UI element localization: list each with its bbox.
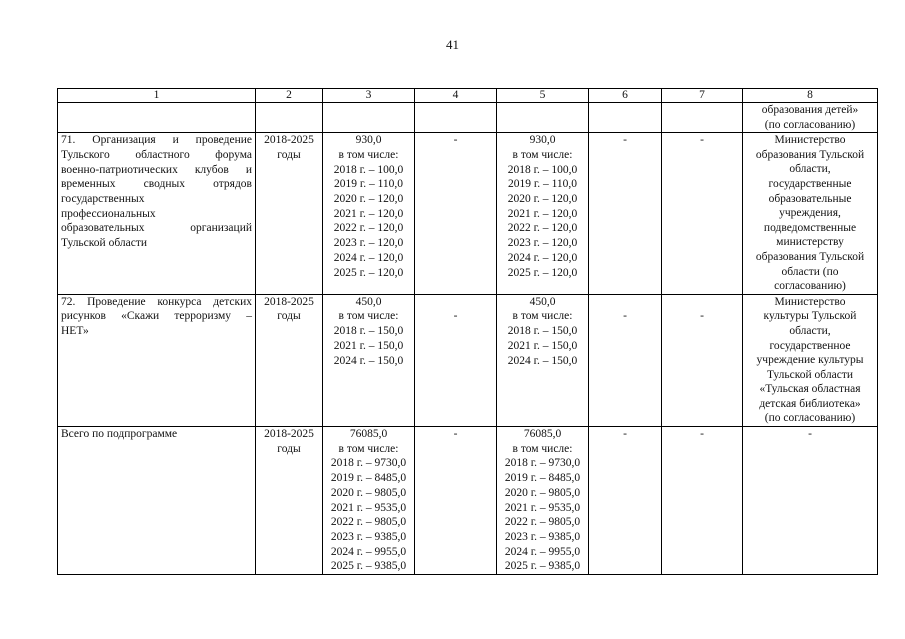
year-amount: 2019 г. – 8485,0 — [330, 472, 407, 485]
activity-name-line: 72. Проведение конкурса детских — [61, 295, 252, 308]
period-years: 2018-2025 — [264, 134, 314, 147]
dash: - — [623, 309, 627, 322]
table-row — [58, 294, 878, 426]
year-amount: 2018 г. – 100,0 — [507, 163, 578, 176]
year-amount: 2019 г. – 110,0 — [333, 178, 404, 191]
regional-amount-cell — [497, 294, 589, 426]
page-number: 41 — [446, 37, 459, 52]
activity-name-line: Тульского областного форума — [61, 148, 252, 161]
col6-cell — [589, 294, 662, 426]
continuation-row — [58, 103, 878, 133]
empty-cell — [589, 103, 662, 133]
in-total-label: в том числе: — [338, 148, 399, 161]
total-label: Всего по подпрограмме — [61, 428, 178, 441]
year-amount: 2025 г. – 9385,0 — [504, 560, 581, 573]
period-unit: годы — [277, 310, 301, 323]
year-amount: 2021 г. – 150,0 — [333, 339, 404, 352]
year-amount: 2020 г. – 9805,0 — [504, 486, 581, 499]
period-cell — [256, 133, 323, 295]
col6-cell: - — [589, 133, 662, 295]
period-years: 2018-2025 — [264, 295, 314, 308]
total-amount-cell — [323, 427, 415, 575]
year-amount: 2024 г. – 9955,0 — [504, 545, 581, 558]
activity-name-line: государственных — [61, 193, 145, 205]
column-number: 6 — [589, 89, 662, 103]
empty-cell — [662, 103, 743, 133]
table-row — [58, 133, 878, 295]
empty-cell — [256, 103, 323, 133]
year-amount: 2025 г. – 120,0 — [507, 266, 578, 279]
col7-cell: - — [662, 133, 743, 295]
year-amount: 2022 г. – 120,0 — [333, 222, 404, 235]
in-total-label: в том числе: — [338, 310, 399, 323]
year-amount: 2024 г. – 150,0 — [333, 354, 404, 367]
executor-line: - — [808, 428, 812, 441]
year-amount: 2024 г. – 120,0 — [333, 251, 404, 264]
period-unit: годы — [277, 442, 301, 455]
year-amount: 2021 г. – 120,0 — [333, 207, 404, 220]
executor-line: Министерство — [774, 134, 846, 147]
year-amount: 2022 г. – 120,0 — [507, 222, 578, 235]
activity-name-line: временных сводных отрядов — [61, 178, 252, 191]
period-cell — [256, 294, 323, 426]
year-amount: 2018 г. – 150,0 — [507, 325, 578, 338]
dash: - — [453, 309, 458, 322]
executor-line: образования детей» — [761, 104, 859, 116]
executor-line: подведомственные — [763, 221, 857, 234]
regional-amount: 76085,0 — [523, 428, 562, 441]
year-amount: 2020 г. – 9805,0 — [330, 486, 407, 499]
executor-line: области (по — [781, 265, 839, 278]
regional-amount-cell — [497, 133, 589, 295]
year-amount: 2023 г. – 120,0 — [507, 237, 578, 250]
column-number: 2 — [256, 89, 323, 103]
empty-cell — [497, 103, 589, 133]
executor-line: учреждения, — [779, 207, 841, 220]
year-amount: 2022 г. – 9805,0 — [504, 516, 581, 529]
year-amount: 2024 г. – 150,0 — [507, 354, 578, 367]
empty-cell — [58, 103, 256, 133]
column-number: 5 — [497, 89, 589, 103]
period-unit: годы — [277, 148, 301, 161]
column-number: 7 — [662, 89, 743, 103]
executor-line: области, — [789, 324, 831, 337]
column-number: 3 — [323, 89, 415, 103]
regional-amount: 450,0 — [529, 295, 556, 308]
executor-line: (по согласованию) — [764, 118, 856, 131]
in-total-label: в том числе: — [512, 148, 573, 161]
executor-line: государственное — [769, 339, 851, 352]
year-amount: 2023 г. – 9385,0 — [330, 530, 407, 543]
executor-line: министерству — [776, 236, 844, 249]
total-amount-cell — [323, 294, 415, 426]
activity-name-line: 71. Организация и проведение — [61, 134, 252, 147]
year-amount: 2022 г. – 9805,0 — [330, 516, 407, 529]
executor-line: учреждение культуры — [756, 354, 864, 367]
activity-name-line: образовательных организаций — [61, 222, 252, 235]
year-amount: 2021 г. – 120,0 — [507, 207, 578, 220]
executor-cell — [743, 103, 878, 133]
year-amount: 2018 г. – 150,0 — [333, 325, 404, 338]
in-total-label: в том числе: — [512, 442, 573, 455]
period-years: 2018-2025 — [264, 428, 314, 441]
col6-cell: - — [589, 427, 662, 575]
executor-line: образования Тульской — [755, 148, 865, 161]
total-amount: 450,0 — [355, 295, 382, 308]
executor-line: «Тульская областная — [759, 383, 861, 396]
activity-name-line: профессиональных — [61, 207, 156, 220]
year-amount: 2018 г. – 100,0 — [333, 163, 404, 176]
total-amount: 76085,0 — [349, 428, 388, 441]
executor-cell — [743, 294, 878, 426]
dash: - — [700, 309, 704, 322]
column-number: 1 — [58, 89, 256, 103]
year-amount: 2024 г. – 120,0 — [507, 251, 578, 264]
column-number: 8 — [743, 89, 878, 103]
regional-amount-cell — [497, 427, 589, 575]
year-amount: 2021 г. – 150,0 — [507, 339, 578, 352]
year-amount: 2021 г. – 9535,0 — [504, 501, 581, 514]
executor-line: области, — [789, 163, 831, 176]
col4-cell: - — [415, 133, 497, 295]
executor-cell — [743, 133, 878, 295]
executor-line: образования Тульской — [755, 250, 865, 263]
col4-cell — [415, 294, 497, 426]
regional-amount: 930,0 — [529, 134, 556, 147]
executor-line: образовательные — [768, 192, 852, 205]
empty-cell — [415, 103, 497, 133]
in-total-label: в том числе: — [338, 442, 399, 455]
col7-cell — [662, 294, 743, 426]
executor-line: Тульской области — [766, 368, 853, 381]
year-amount: 2025 г. – 120,0 — [333, 266, 404, 279]
executor-line: государственные — [768, 177, 852, 190]
executor-line: Министерство — [774, 295, 846, 308]
col7-cell: - — [662, 427, 743, 575]
year-amount: 2018 г. – 9730,0 — [330, 457, 407, 470]
year-amount: 2019 г. – 110,0 — [507, 178, 578, 191]
activity-name-line: военно-патриотических клубов и — [61, 163, 252, 176]
year-amount: 2020 г. – 120,0 — [333, 193, 404, 205]
executor-line: культуры Тульской — [763, 310, 857, 323]
year-amount: 2020 г. – 120,0 — [507, 193, 578, 205]
program-table — [57, 88, 878, 575]
executor-line: согласованию) — [774, 280, 846, 293]
col4-cell: - — [415, 427, 497, 575]
total-amount: 930,0 — [355, 134, 382, 147]
activity-name-cell — [58, 294, 256, 426]
activity-name-line: рисунков «Скажи терроризму – — [61, 310, 252, 323]
executor-cell — [743, 427, 878, 575]
total-amount-cell — [323, 133, 415, 295]
year-amount: 2021 г. – 9535,0 — [330, 501, 407, 514]
year-amount: 2018 г. – 9730,0 — [504, 457, 581, 470]
column-number-row — [58, 89, 878, 103]
empty-cell — [323, 103, 415, 133]
period-cell — [256, 427, 323, 575]
activity-name-line: Тульской области — [61, 237, 148, 250]
executor-line: (по согласованию) — [764, 412, 856, 425]
year-amount: 2023 г. – 9385,0 — [504, 530, 581, 543]
activity-name-line: НЕТ» — [61, 325, 89, 338]
year-amount: 2023 г. – 120,0 — [333, 237, 404, 250]
in-total-label: в том числе: — [512, 310, 573, 323]
table-row-total — [58, 427, 878, 575]
year-amount: 2024 г. – 9955,0 — [330, 545, 407, 558]
activity-name-cell — [58, 427, 256, 575]
year-amount: 2019 г. – 8485,0 — [504, 472, 581, 485]
year-amount: 2025 г. – 9385,0 — [330, 560, 407, 573]
executor-line: детская библиотека» — [759, 397, 861, 410]
activity-name-cell — [58, 133, 256, 295]
column-number: 4 — [415, 89, 497, 103]
